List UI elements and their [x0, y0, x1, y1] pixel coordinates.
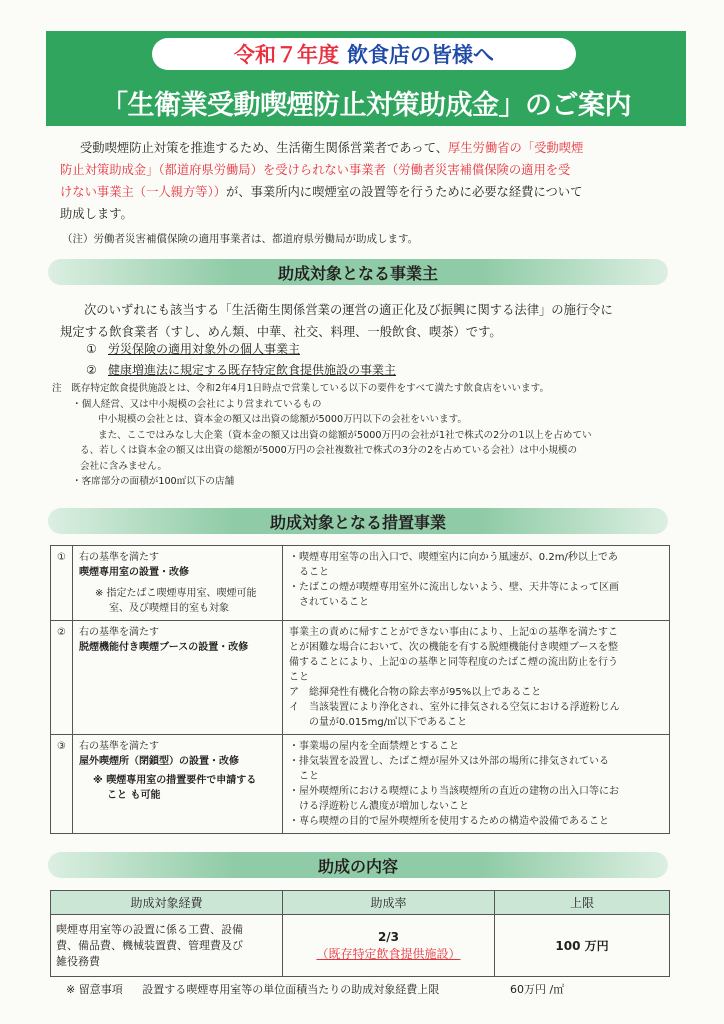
note-line: 注 既存特定飲食提供施設とは、令和2年4月1日時点で営業している以下の要件をすべて満たす飲食店をいいます。 [52, 383, 550, 394]
measure-title-cell [73, 735, 283, 834]
measure-criteria-cell [283, 546, 670, 621]
column-header-expenses: 助成対象経費 [51, 891, 283, 915]
measure-label: 右の基準を満たす [79, 627, 159, 638]
subsidy-rate-note: （既存特定飲食提供施設） [316, 946, 461, 961]
intro-note: （注）労働者災害補償保険の適用事業者は、都道府県労働局が助成します。 [62, 233, 419, 245]
note-line: 中小規模の会社とは、資本金の額又は出資の総額が5000万円以下の会社をいいます。 [98, 414, 468, 425]
criteria-line: こと [289, 672, 309, 683]
intro-highlight: 防止対策助成金」（都道府県労働局）を受けられない事業者 [60, 163, 386, 177]
measure-criteria-cell [283, 735, 670, 834]
measure-title-cell [73, 546, 283, 621]
condition-text: 健康増進法に規定する既存特定飲食提供施設の事業主 [108, 363, 397, 377]
measure-remark: こと も可能 [107, 790, 161, 801]
intro-highlight: 厚生労働省の「受動喫煙 [448, 141, 584, 155]
measure-number: ② [51, 621, 73, 735]
intro-highlight: （労働者災害補償保険の適用を受 [385, 163, 571, 177]
measure-remark: ※ 指定たばこ喫煙専用室、喫煙可能 [95, 588, 257, 599]
measure-criteria-cell [283, 621, 670, 735]
criteria-line: ・屋外喫煙所における喫煙により当該喫煙所の直近の建物の出入口等にお [289, 786, 619, 797]
measure-label: 右の基準を満たす [79, 741, 159, 752]
facility-definition-note [52, 381, 672, 490]
limit-cell: 100 万円 [495, 915, 670, 977]
footer-amount: 60万円 /㎡ [510, 983, 565, 996]
page-title: 「生衛業受動喫煙防止対策助成金」のご案内 [101, 90, 631, 121]
eligibility-text: 規定する飲食業者（すし、めん類、中華、社交、料理、一般飲食、喫茶）です。 [60, 325, 502, 339]
header-banner [46, 31, 686, 126]
note-line: ・客席部分の面積が100㎡以下の店舗 [72, 476, 235, 487]
measure-name: 脱煙機能付き喫煙ブースの設置・改修 [79, 642, 249, 653]
condition-text: 労災保険の適用対象外の個人事業主 [108, 342, 301, 356]
note-line: 会社に含みません。 [80, 460, 167, 472]
column-header-rate: 助成率 [283, 891, 495, 915]
measure-title-cell [73, 621, 283, 735]
table-row [51, 546, 670, 621]
criteria-line: ・事業場の屋内を全面禁煙とすること [289, 741, 459, 752]
note-line: ・個人経営、又は中小規模の会社により営まれているもの [72, 398, 322, 410]
fiscal-year: 令和７年度 [234, 43, 339, 67]
measures-table [50, 545, 670, 834]
intro-highlight: けない事業主（一人親方等）） [60, 185, 227, 199]
intro-paragraph [60, 137, 672, 225]
expenses-line: 費、備品費、機械装置費、管理費及び [56, 938, 243, 952]
eligibility-condition-2 [86, 361, 396, 378]
table-row [51, 621, 670, 735]
measure-label: 右の基準を満たす [79, 552, 159, 563]
section-heading-eligible-business: 助成対象となる事業主 [48, 259, 668, 285]
criteria-line: イ 当該装置により浄化され、室外に排気される空気における浮遊粉じん [289, 702, 620, 713]
criteria-line: の量が0.015mg/㎥以下であること [289, 717, 468, 728]
subsidy-rate: 2/3 [377, 929, 400, 944]
measure-number: ③ [51, 735, 73, 834]
eligibility-condition-1 [86, 340, 300, 357]
criteria-line: ・専ら喫煙の目的で屋外喫煙所を使用するための構造や設備であること [289, 816, 609, 827]
expenses-cell [51, 915, 283, 977]
section-heading-subsidy-details: 助成の内容 [48, 852, 668, 878]
criteria-line: ・たばこの煙が喫煙専用室外に流出しないよう、壁、天井等によって区画 [289, 582, 619, 593]
note-line: また、ここではみなし大企業（資本金の額又は出資の総額が5000万円の会社が1社で株式の2分の1以上を占めてい [98, 429, 592, 441]
target-audience: 飲食店の皆様へ [347, 43, 494, 67]
footer-label: ※ 留意事項 [66, 983, 123, 996]
intro-text: が、事業所内に喫煙室の設置等を行うために必要な経費について [226, 185, 583, 199]
expenses-line: 喫煙専用室等の設置に係る工費、設備 [56, 922, 243, 936]
section-heading-eligible-measures: 助成対象となる措置事業 [48, 508, 668, 534]
criteria-line: ける浮遊粉じん濃度が増加しないこと [289, 801, 469, 812]
measure-number: ① [51, 546, 73, 621]
condition-number: ② [86, 363, 97, 377]
criteria-line: とが困難な場合において、次の機能を有する脱煙機能付き喫煙ブースを整 [289, 642, 618, 653]
measure-remark: ※ 喫煙専用室の措置要件で申請する [93, 775, 257, 786]
expenses-line: 雑役務費 [56, 954, 100, 968]
condition-number: ① [86, 342, 97, 356]
note-line: る、若しくは資本金の額又は出資の総額が5000万円の会社複数社で株式の3分の2を占めている会社）は中小規模の [80, 445, 578, 456]
eligibility-text: 次のいずれにも該当する「生活衛生関係営業の運営の適正化及び振興に関する法律」の施行令に [84, 303, 613, 317]
intro-text: 受動喫煙防止対策を推進するため、生活衛生関係営業者であって、 [80, 141, 449, 155]
criteria-line: ア 総揮発性有機化合物の除去率が95%以上であること [289, 687, 542, 698]
footer-text: 設置する喫煙専用室等の単位面積当たりの助成対象経費上限 [142, 983, 440, 996]
measure-remark: 室、及び喫煙目的室も対象 [109, 603, 229, 614]
criteria-line: 備することにより、上記①の基準と同等程度のたばこ煙の流出防止を行う [289, 657, 618, 668]
measure-name: 屋外喫煙所（閉鎖型）の設置・改修 [79, 756, 239, 767]
eligibility-paragraph [60, 299, 674, 343]
criteria-line: ・喫煙専用室等の出入口で、喫煙室内に向かう風速が、0.2m/秒以上であ [289, 552, 618, 563]
criteria-line: ・排気装置を設置し、たばこ煙が屋外又は外部の場所に排気されている [289, 756, 609, 767]
criteria-line: 事業主の責めに帰すことができない事由により、上記①の基準を満たすこ [289, 627, 618, 638]
measure-name: 喫煙専用室の設置・改修 [79, 567, 189, 578]
subsidy-table [50, 890, 670, 977]
rate-cell [283, 915, 495, 977]
criteria-line: されていること [289, 597, 369, 608]
criteria-line: ること [289, 567, 329, 578]
intro-text: 助成します。 [60, 207, 133, 221]
target-banner [152, 38, 576, 70]
criteria-line: こと [289, 771, 319, 782]
table-row [51, 915, 670, 977]
table-row [51, 735, 670, 834]
column-header-limit: 上限 [495, 891, 670, 915]
table-header-row [51, 891, 670, 915]
footer-note [66, 981, 565, 997]
